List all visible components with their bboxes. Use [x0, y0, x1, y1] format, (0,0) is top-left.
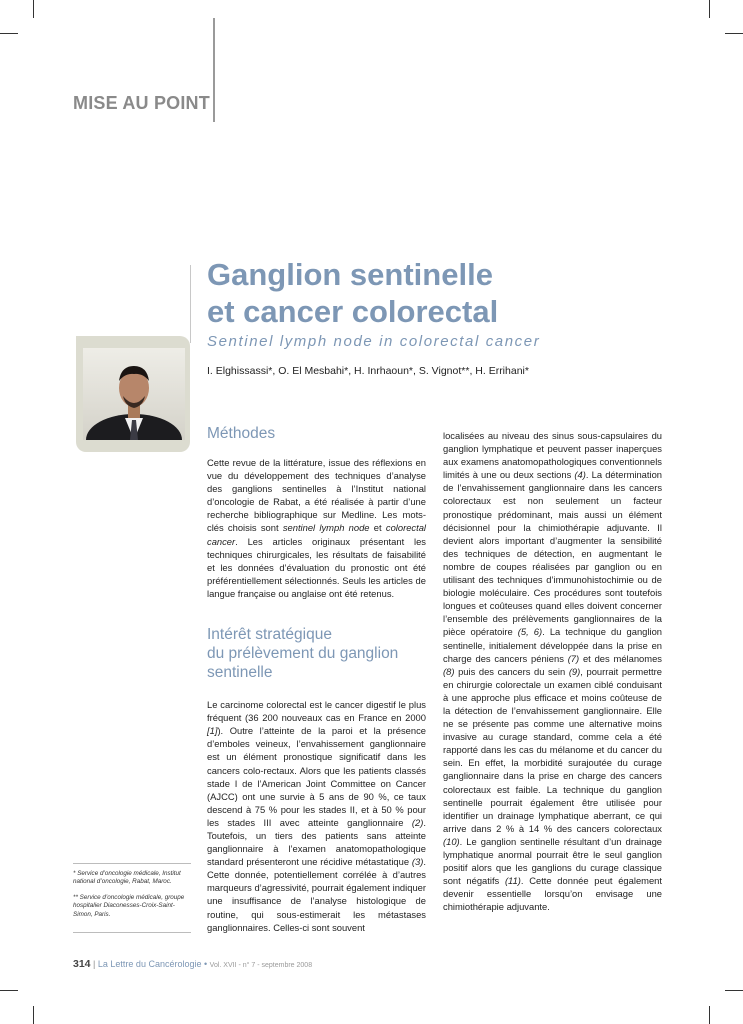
- section-heading-interet: Intérêt stratégique du prélèvement du ganglion sentinelle: [207, 626, 399, 682]
- journal-name: La Lettre du Cancérologie: [97, 959, 202, 969]
- interet-paragraph: Le carcinome colorectal est le cancer digestif le plus fréquent (36 200 nouveaux cas en France en 2000 [1]). Outre l’atteinte de la paroi et la présence d’emboles veineux, l’envahissement ganglionnaire est un élément pronostique significatif dans les cancers colo-rectaux. Alors que les patients classés stade I de l’American Joint Committee on Cancer (AJCC) ont une survie à 5 ans de 90 %, ce taux descend à 75 % pour les stades II, et à 50 % pour les stades III avec atteinte ganglionnaire (2). Toutefois, un tiers des patients sans atteinte ganglionnaire à l’examen anatomopathologique standard présenteront une récidive métastatique (3). Cette donnée, potentiellement corrélée à d’autres marqueurs d’agressivité, pourrait également indiquer une insuffisance de l’analyse histologique de routine, qui sous-estimerait les métastases ganglionnaires. Celles-ci sont souvent: [207, 699, 426, 933]
- footnote-rule: [73, 932, 191, 933]
- crop-mark: [709, 1006, 710, 1024]
- section-label: MISE AU POINT: [73, 93, 210, 113]
- footnote-1: * Service d’oncologie médicale, Institut national d’oncologie, Rabat, Maroc.: [73, 870, 181, 886]
- author-photo-frame: [76, 336, 190, 452]
- author-list: I. Elghissassi*, O. El Mesbahi*, H. Inrhaoun*, S. Vignot**, H. Errihani*: [207, 365, 529, 377]
- column-right: [443, 429, 662, 913]
- issue-info: Vol. XVII - n° 7 - septembre 2008: [209, 962, 313, 969]
- column-left: [207, 424, 426, 934]
- crop-mark: [33, 0, 34, 18]
- continued-paragraph: localisées au niveau des sinus sous-capsulaires du ganglion lymphatique et peuvent passer inaperçues aux examens anatomopathologiques conventionnels limités à une ou deux sections (4). La détermination de l’envahissement ganglionnaire dans les cancers colorectaux est non seulement un facteur pronostique prédominant, mais aussi un élément décisionnel pour la chimiothérapie adjuvante. Il devient alors important d’augmenter la sensibilité des techniques de détection, en augmentant le nombre de coupes réalisées par ganglion ou en utilisant des techniques d’immunohistochimie ou de biologie moléculaire. Ces procédures sont toutefois longues et coûteuses quand elles doivent concerner l’ensemble des prélèvements ganglionnaires de la pièce opératoire (5, 6). La technique du ganglion sentinelle, initialement développée dans la prise en charge des cancers péniens (7) et des mélanomes (8) puis des cancers du sein (9), pourrait permettre en chirurgie colorectale un examen ciblé conduisant à une approche plus efficace et moins coûteuse de la détection de l’envahissement ganglionnaire. Elle ne se présente pas comme une alternative moins invasive au curage standard, comme cela a été rapporté dans les cas du mélanome et du cancer du sein. En effet, la morbidité surajoutée du curage ganglionnaire dans la prise en charge des cancers colorectaux est faible. La technique du ganglion sentinelle pourrait également être utilisée pour identifier un drainage lymphatique aberrant, ce qui arrive dans 2 % à 14 % des cancers colorectaux (10). Le ganglion sentinelle résultant d’un drainage lymphatique anormal pourrait être le seul ganglion positif alors que les ganglions du curage classique sont négatifs (11). Cette donnée peut également devenir essentielle lorsqu’on envisage une chimiothérapie adjuvante.: [443, 430, 663, 913]
- portrait-illustration: [83, 348, 185, 440]
- footnote-rule: [73, 863, 191, 864]
- crop-mark: [709, 0, 710, 18]
- crop-mark: [0, 990, 18, 991]
- methodes-paragraph: Cette revue de la littérature, issue des réflexions en vue du développement des techniques d’analyse des ganglions sentinelles à l’Institut national d’oncologie de Rabat, a été réalisée à partir d’une recherche bibliographique sur Medline. Les mots-clés choisis sont sentinel lymph node et colorectal cancer. Les articles originaux présentant les techniques chirurgicales, les résultats de faisabilité et les données d’évaluation du pronostic ont été préférentiellement sélectionnés. Seuls les articles de langue française ou anglaise ont été retenus.: [207, 457, 426, 599]
- footnote-2: ** Service d’oncologie médicale, groupe hospitalier Diaconesses-Croix-Saint-Simon, Paris.: [73, 893, 185, 918]
- article-title: [207, 256, 687, 330]
- section-heading-methodes: Méthodes: [207, 425, 276, 442]
- footer-bullet: •: [204, 959, 208, 969]
- footnotes: [73, 870, 193, 926]
- page-number: 314: [73, 958, 91, 970]
- crop-mark: [33, 1006, 34, 1024]
- header-divider: [213, 18, 215, 122]
- title-line-2: et cancer colorectal: [207, 294, 499, 329]
- crop-mark: [725, 990, 743, 991]
- crop-mark: [725, 33, 743, 34]
- crop-mark: [0, 33, 18, 34]
- author-photo: [83, 348, 185, 440]
- footer-separator: |: [93, 959, 96, 969]
- page-footer: [73, 958, 312, 970]
- title-divider: [190, 265, 191, 343]
- title-line-1: Ganglion sentinelle: [207, 257, 493, 292]
- article-subtitle: Sentinel lymph node in colorectal cancer: [207, 333, 541, 350]
